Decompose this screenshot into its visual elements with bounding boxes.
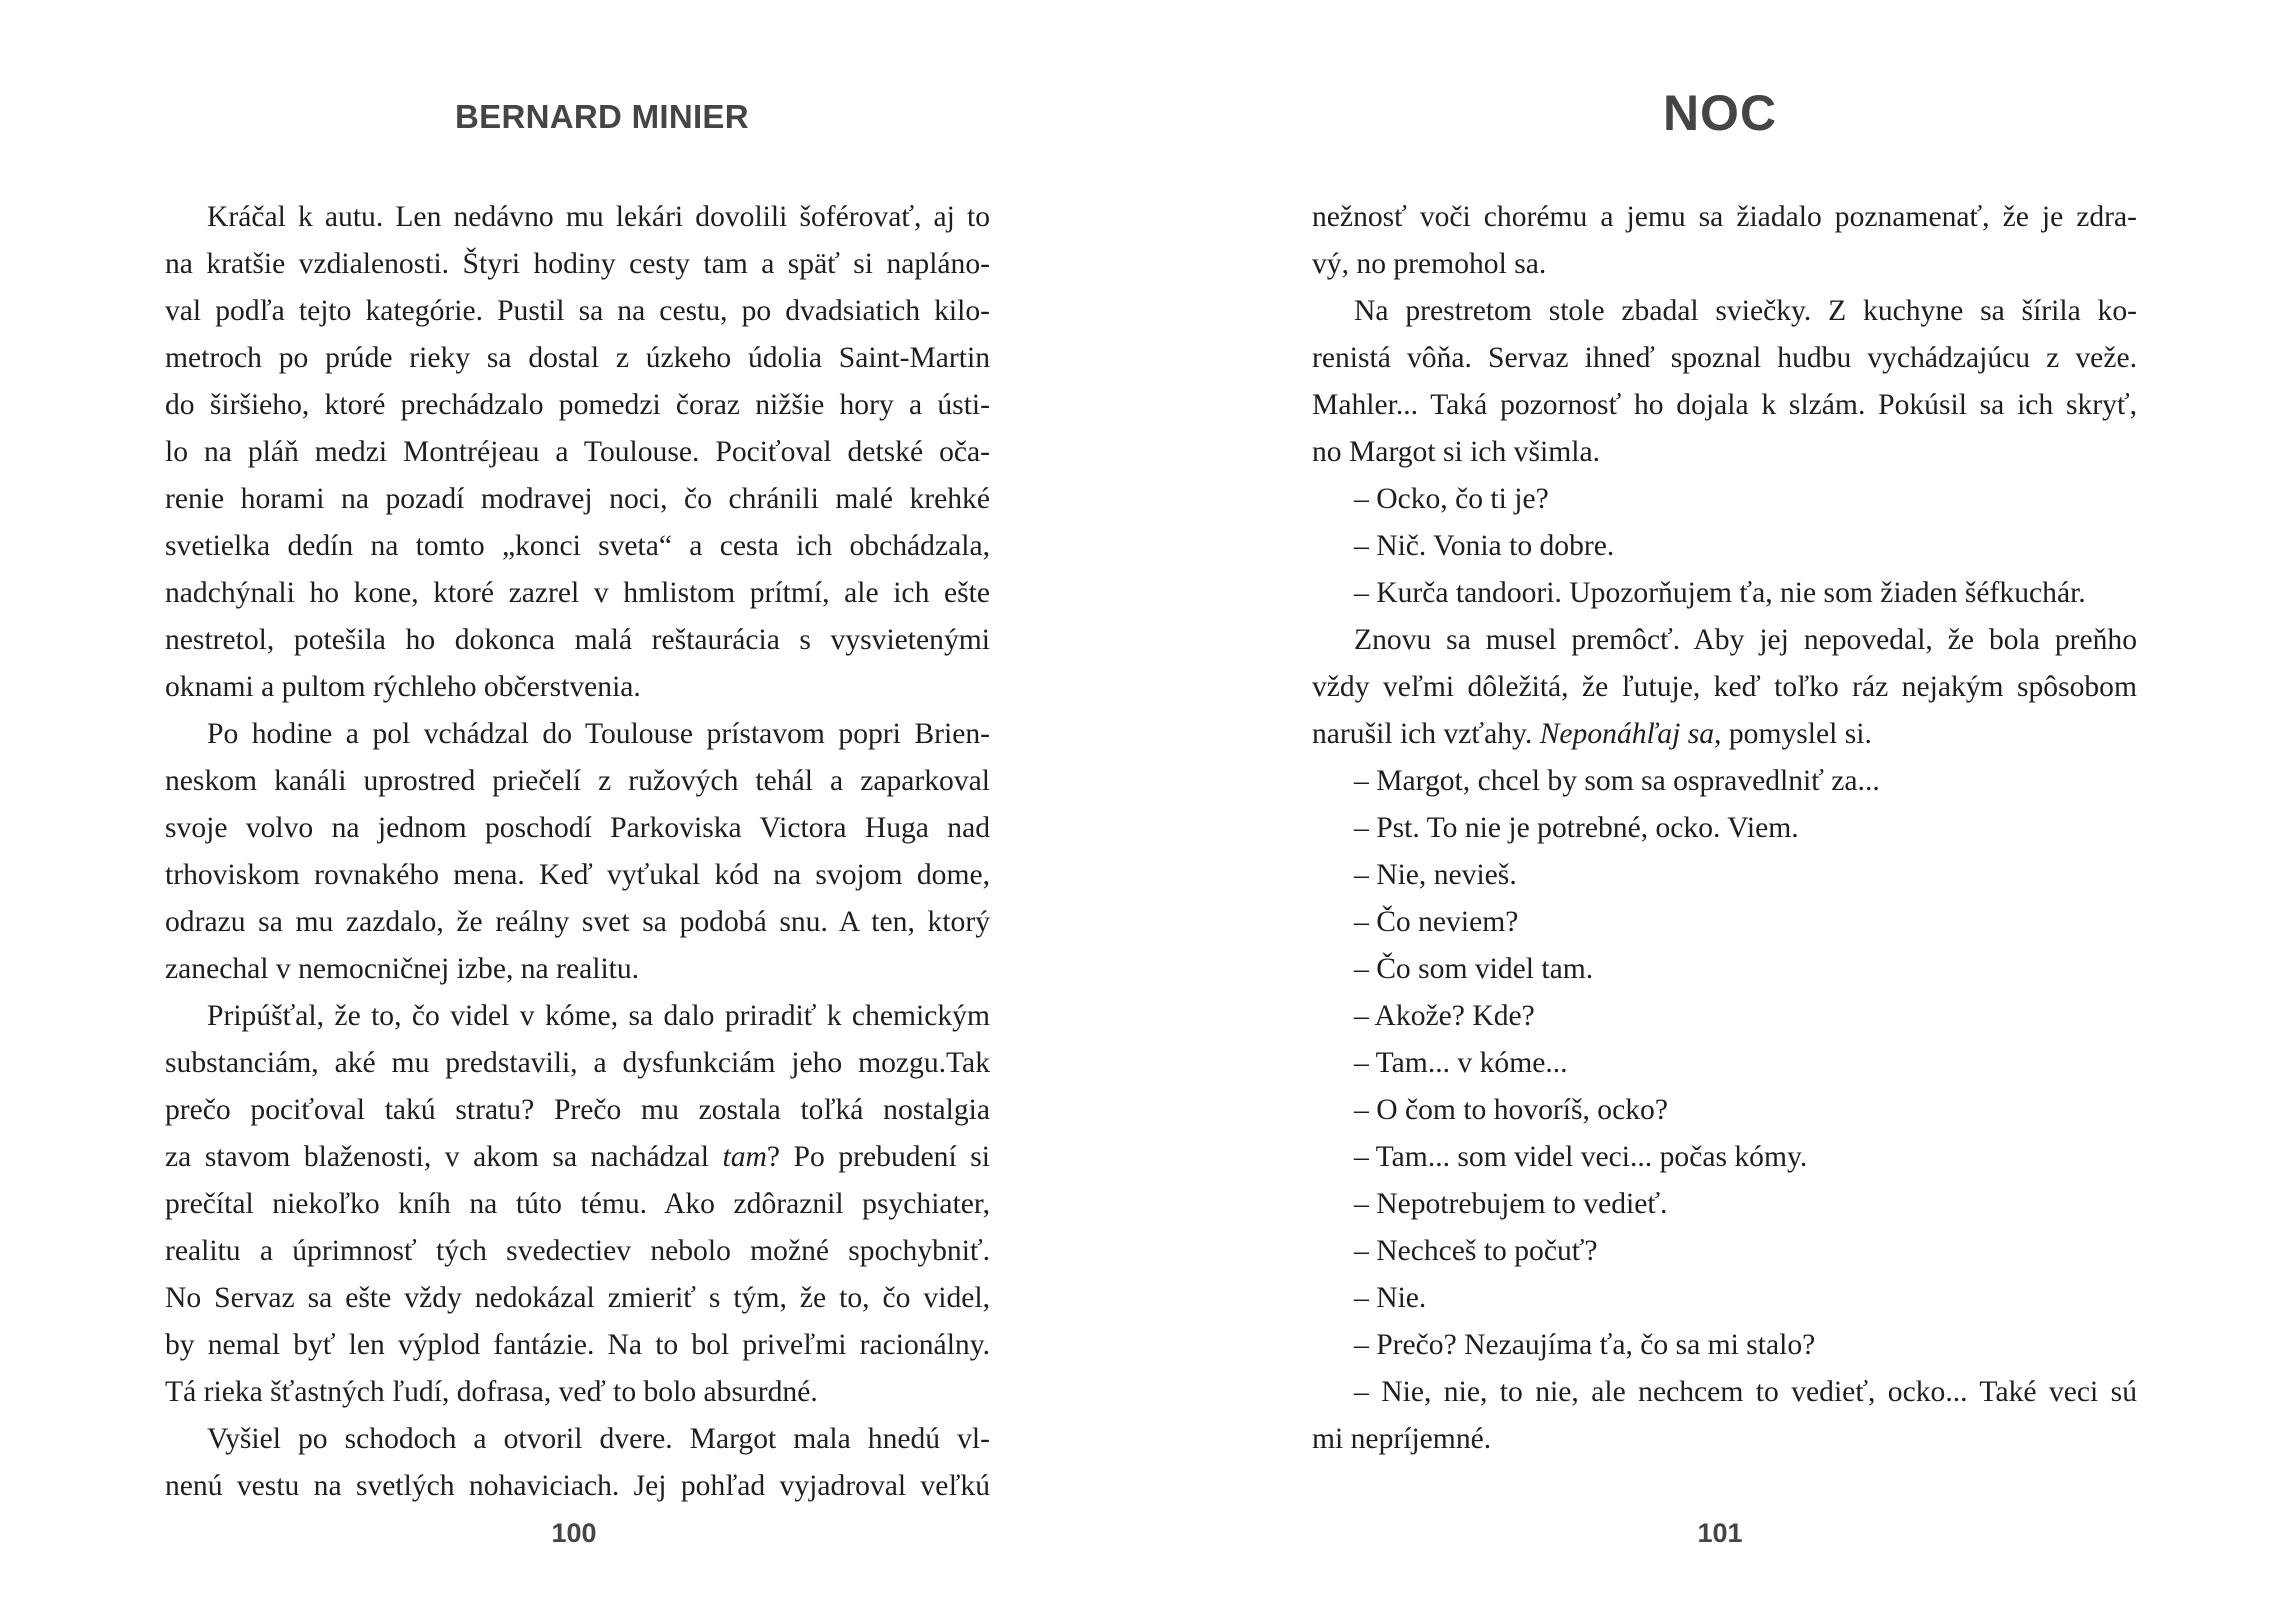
text-line: nestretol, potešila ho dokonca malá reštaurácia s vysvietenými — [165, 624, 990, 656]
text-run: ? Po prebudení si — [766, 1141, 990, 1173]
dialogue-line: – Tam... v kóme... — [1354, 1047, 1568, 1079]
text-line: prečítal niekoľko kníh na túto tému. Ako zdôraznil psychiater, — [165, 1188, 990, 1220]
text-line: Tá rieka šťastných ľudí, dofrasa, veď to bolo absurdné. — [165, 1376, 818, 1408]
text-line: Vyšiel po schodoch a otvoril dvere. Margot mala hnedú vl- — [207, 1423, 990, 1455]
text-line: svoje volvo na jednom poschodí Parkoviska Victora Huga nad — [165, 812, 990, 844]
right-body-text — [1312, 194, 2137, 1463]
text-line: lo na pláň medzi Montréjeau a Toulouse. Pociťoval detské oča- — [165, 436, 990, 468]
text-line: no Margot si ich všimla. — [1312, 436, 1600, 468]
text-line: Pripúšťal, že to, čo videl v kóme, sa dalo priradiť k chemickým — [207, 1000, 990, 1032]
text-line: vždy veľmi dôležitá, že ľutuje, keď toľko ráz nejakým spôsobom — [1312, 671, 2137, 703]
text-line: realitu a úprimnosť tých svedectiev nebolo možné spochybniť. — [165, 1235, 990, 1267]
running-head-title: NOC — [1662, 85, 1778, 141]
text-line: Na prestretom stole zbadal sviečky. Z kuchyne sa šírila ko- — [1354, 295, 2137, 327]
dialogue-line: – Nechceš to počuť? — [1354, 1235, 1598, 1267]
dialogue-line: – Pst. To nie je potrebné, ocko. Viem. — [1354, 812, 1799, 844]
text-line: Kráčal k autu. Len nedávno mu lekári dovolili šoférovať, aj to — [207, 201, 990, 233]
running-head-author: BERNARD MINIER — [455, 98, 749, 135]
text-line: No Servaz sa ešte vždy nedokázal zmieriť s tým, že to, čo videl, — [165, 1282, 990, 1314]
text-line-italic-thought — [1312, 711, 2137, 758]
dialogue-line: – Čo som videl tam. — [1354, 953, 1594, 985]
dialogue-line: – Margot, chcel by som sa ospravedlniť za... — [1354, 765, 1880, 797]
text-line: nenú vestu na svetlých nohaviciach. Jej pohľad vyjadroval veľkú — [165, 1470, 990, 1502]
text-line: zanechal v nemocničnej izbe, na realitu. — [165, 953, 640, 985]
text-line: mi nepríjemné. — [1312, 1423, 1492, 1455]
text-line: Znovu sa musel premôcť. Aby jej nepovedal, že bola preňho — [1354, 624, 2137, 656]
left-body-text — [165, 194, 990, 1510]
text-line: oknami a pultom rýchleho občerstvenia. — [165, 671, 641, 703]
text-line: renie horami na pozadí modravej noci, čo chránili malé krehké — [165, 483, 990, 515]
text-line: Po hodine a pol vchádzal do Toulouse prístavom popri Brien- — [207, 718, 990, 750]
text-line: substanciám, aké mu predstavili, a dysfunkciám jeho mozgu.Tak — [165, 1047, 990, 1079]
dialogue-line: – Nie. — [1354, 1282, 1427, 1314]
dialogue-line: – Nie, nevieš. — [1354, 859, 1517, 891]
dialogue-line: – Prečo? Nezaujíma ťa, čo sa mi stalo? — [1354, 1329, 1816, 1361]
dialogue-line: – Kurča tandoori. Upozorňujem ťa, nie som žiaden šéfkuchár. — [1354, 577, 2086, 609]
text-line: by nemal byť len výplod fantázie. Na to bol priveľmi racionálny. — [165, 1329, 990, 1361]
text-run: za stavom blaženosti, v akom sa nachádzal — [165, 1141, 723, 1173]
text-line: vý, no premohol sa. — [1312, 248, 1547, 280]
text-run: pomyslel si. — [1721, 718, 1872, 750]
text-line: val podľa tejto kategórie. Pustil sa na cestu, po dvadsiatich kilo- — [165, 295, 990, 327]
text-line: Mahler... Taká pozornosť ho dojala k slzám. Pokúsil sa ich skryť, — [1312, 389, 2137, 421]
italic-word: tam — [722, 1141, 767, 1173]
dialogue-line: – Akože? Kde? — [1354, 1000, 1535, 1032]
text-line: trhoviskom rovnakého mena. Keď vyťukal kód na svojom dome, — [165, 859, 990, 891]
italic-phrase: Neponáhľaj sa, — [1539, 718, 1722, 750]
dialogue-line: – Nič. Vonia to dobre. — [1354, 530, 1615, 562]
text-line: metroch po prúde rieky sa dostal z úzkeho údolia Saint-Martin — [165, 342, 990, 374]
page-number-right: 101 — [1697, 1518, 1743, 1548]
text-line: renistá vôňa. Servaz ihneď spoznal hudbu vychádzajúcu z veže. — [1312, 342, 2137, 374]
text-line: na kratšie vzdialenosti. Štyri hodiny cesty tam a späť si naplánο- — [165, 248, 990, 280]
text-line: prečo pociťoval takú stratu? Prečo mu zostala toľká nostalgia — [165, 1094, 990, 1126]
text-line: do širšieho, ktoré prechádzalo pomedzi čoraz nižšie hory a ústi- — [165, 389, 990, 421]
text-line: nežnosť voči chorému a jemu sa žiadalo poznamenať, že je zdra- — [1312, 201, 2137, 233]
text-line: nadchýnali ho kone, ktoré zazrel v hmlistom prítmí, ale ich ešte — [165, 577, 990, 609]
text-run: narušil ich vzťahy. — [1312, 718, 1540, 750]
dialogue-line: – Nie, nie, to nie, ale nechcem to vedieť, ocko... Také veci sú — [1354, 1376, 2137, 1408]
text-line: neskom kanáli uprostred priečelí z ružových tehál a zaparkoval — [165, 765, 990, 797]
page-number-left: 100 — [551, 1518, 597, 1548]
dialogue-line: – Tam... som videl veci... počas kómy. — [1354, 1141, 1808, 1173]
text-line: odrazu sa mu zazdalo, že reálny svet sa podobá snu. A ten, ktorý — [165, 906, 990, 938]
text-line-italic-tam — [165, 1134, 990, 1181]
dialogue-line: – O čom to hovoríš, ocko? — [1354, 1094, 1668, 1126]
dialogue-line: – Nepotrebujem to vedieť. — [1354, 1188, 1668, 1220]
dialogue-line: – Čo neviem? — [1354, 906, 1519, 938]
dialogue-line: – Ocko, čo ti je? — [1354, 483, 1549, 515]
text-line: svetielka dedín na tomto „konci sveta“ a cesta ich obchádzala, — [165, 530, 990, 562]
